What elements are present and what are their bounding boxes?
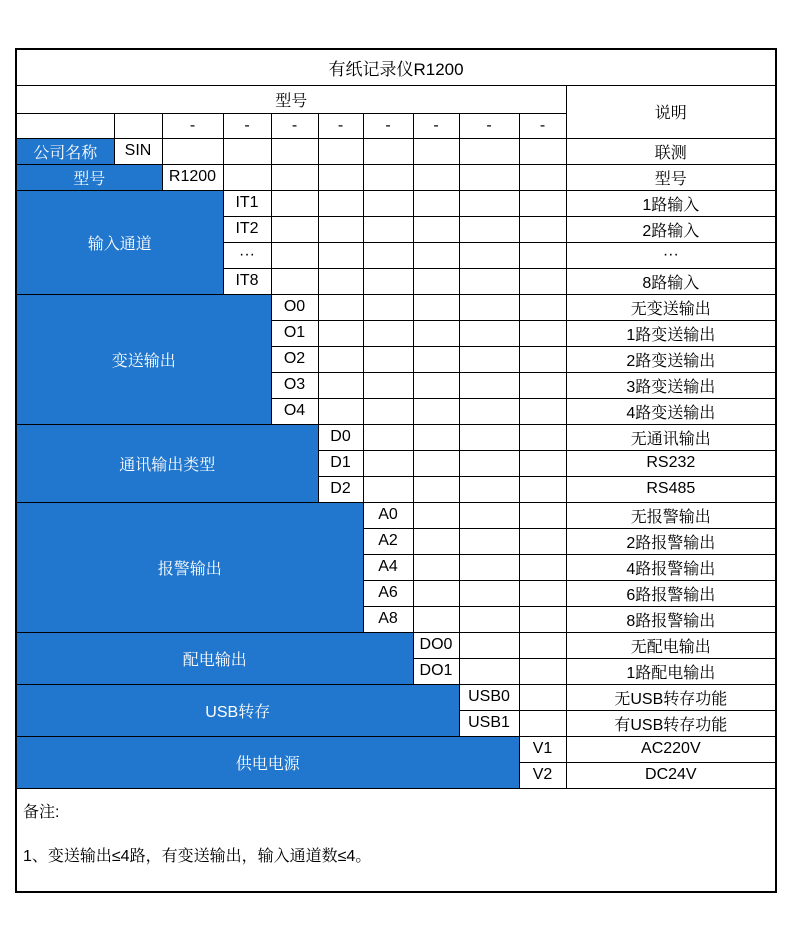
dash-cell: -: [271, 113, 318, 138]
code-cell: O0: [271, 294, 318, 320]
spec-row: [16, 294, 776, 320]
spec-row: [16, 736, 776, 762]
dash-cell: -: [162, 113, 223, 138]
empty-cell: [114, 113, 162, 138]
empty-cell: [271, 190, 318, 216]
dash-cell: -: [363, 113, 413, 138]
description-cell: 8路报警输出: [566, 606, 776, 632]
empty-cell: [459, 554, 519, 580]
code-cell: DO1: [413, 658, 459, 684]
description-cell: RS485: [566, 476, 776, 502]
empty-cell: [413, 138, 459, 164]
category-cell: 报警输出: [16, 502, 363, 632]
empty-cell: [459, 294, 519, 320]
empty-cell: [363, 268, 413, 294]
empty-cell: [459, 658, 519, 684]
code-cell: O2: [271, 346, 318, 372]
empty-cell: [363, 424, 413, 450]
empty-cell: [162, 138, 223, 164]
empty-cell: [413, 450, 459, 476]
empty-cell: [363, 138, 413, 164]
empty-cell: [519, 398, 566, 424]
code-cell: D0: [318, 424, 363, 450]
empty-cell: [413, 554, 459, 580]
description-cell: 4路变送输出: [566, 398, 776, 424]
category-cell: 配电输出: [16, 632, 413, 684]
dash-cell: -: [413, 113, 459, 138]
description-cell: AC220V: [566, 736, 776, 762]
empty-cell: [519, 658, 566, 684]
empty-cell: [413, 294, 459, 320]
empty-cell: [519, 372, 566, 398]
empty-cell: [459, 632, 519, 658]
category-cell: USB转存: [16, 684, 459, 736]
empty-cell: [223, 138, 271, 164]
notes-row: [16, 788, 776, 892]
code-cell: IT8: [223, 268, 271, 294]
empty-cell: [318, 294, 363, 320]
empty-cell: [459, 606, 519, 632]
spec-sections: [16, 138, 776, 788]
empty-cell: [459, 528, 519, 554]
code-cell: IT1: [223, 190, 271, 216]
code-cell: V2: [519, 762, 566, 788]
code-cell: DO0: [413, 632, 459, 658]
empty-cell: [413, 190, 459, 216]
empty-cell: [413, 320, 459, 346]
empty-cell: [459, 268, 519, 294]
spec-row: [16, 632, 776, 658]
empty-cell: [363, 190, 413, 216]
category-cell: 供电电源: [16, 736, 519, 788]
empty-cell: [271, 242, 318, 268]
empty-cell: [363, 372, 413, 398]
empty-cell: [459, 138, 519, 164]
description-cell: 1路变送输出: [566, 320, 776, 346]
description-cell: 6路报警输出: [566, 580, 776, 606]
empty-cell: [519, 294, 566, 320]
empty-cell: [459, 216, 519, 242]
model-header-row: [16, 85, 776, 113]
empty-cell: [459, 346, 519, 372]
code-cell: A2: [363, 528, 413, 554]
empty-cell: [519, 554, 566, 580]
empty-cell: [519, 268, 566, 294]
empty-cell: [459, 372, 519, 398]
empty-cell: [519, 190, 566, 216]
empty-cell: [413, 606, 459, 632]
empty-cell: [318, 164, 363, 190]
spec-row: [16, 138, 776, 164]
code-cell: V1: [519, 736, 566, 762]
model-header: 型号: [16, 85, 566, 113]
empty-cell: [519, 528, 566, 554]
model-selection-table: [15, 48, 777, 893]
category-cell: 输入通道: [16, 190, 223, 294]
spec-row: [16, 190, 776, 216]
empty-cell: [413, 502, 459, 528]
empty-cell: [363, 216, 413, 242]
dash-cell: -: [519, 113, 566, 138]
empty-cell: [318, 346, 363, 372]
empty-cell: [459, 580, 519, 606]
description-cell: 3路变送输出: [566, 372, 776, 398]
empty-cell: [363, 398, 413, 424]
notes-line: 1、变送输出≤4路，有变送输出，输入通道数≤4。: [23, 847, 372, 865]
description-cell: 无通讯输出: [566, 424, 776, 450]
empty-cell: [519, 424, 566, 450]
empty-cell: [459, 164, 519, 190]
description-cell: 联测: [566, 138, 776, 164]
empty-cell: [519, 710, 566, 736]
empty-cell: [363, 476, 413, 502]
code-cell: A4: [363, 554, 413, 580]
empty-cell: [519, 164, 566, 190]
description-cell: 4路报警输出: [566, 554, 776, 580]
description-cell: 8路输入: [566, 268, 776, 294]
empty-cell: [459, 320, 519, 346]
empty-cell: [413, 216, 459, 242]
empty-cell: [519, 476, 566, 502]
description-cell: 型号: [566, 164, 776, 190]
page-title: 有纸记录仪R1200: [16, 49, 776, 85]
code-cell: IT2: [223, 216, 271, 242]
category-cell: 通讯输出类型: [16, 424, 318, 502]
empty-cell: [459, 190, 519, 216]
empty-cell: [459, 242, 519, 268]
empty-cell: [271, 268, 318, 294]
code-cell: R1200: [162, 164, 223, 190]
empty-cell: [413, 164, 459, 190]
empty-cell: [459, 424, 519, 450]
empty-cell: [363, 164, 413, 190]
empty-cell: [413, 372, 459, 398]
empty-cell: [413, 580, 459, 606]
spec-row: [16, 502, 776, 528]
empty-cell: [413, 346, 459, 372]
spec-row: [16, 424, 776, 450]
description-cell: RS232: [566, 450, 776, 476]
description-cell: 有USB转存功能: [566, 710, 776, 736]
description-cell: 无配电输出: [566, 632, 776, 658]
empty-cell: [318, 372, 363, 398]
empty-cell: [459, 450, 519, 476]
empty-cell: [519, 138, 566, 164]
empty-cell: [519, 242, 566, 268]
category-cell: 变送输出: [16, 294, 271, 424]
dash-cell: -: [459, 113, 519, 138]
code-cell: A0: [363, 502, 413, 528]
empty-cell: [413, 268, 459, 294]
empty-cell: [271, 216, 318, 242]
empty-cell: [413, 398, 459, 424]
code-cell: D1: [318, 450, 363, 476]
code-cell: SIN: [114, 138, 162, 164]
empty-cell: [519, 684, 566, 710]
notes: [16, 788, 776, 892]
empty-cell: [318, 398, 363, 424]
empty-cell: [413, 476, 459, 502]
empty-cell: [363, 242, 413, 268]
table-footer-rows: [16, 788, 776, 892]
empty-cell: [519, 216, 566, 242]
code-cell: A8: [363, 606, 413, 632]
dash-cell: -: [223, 113, 271, 138]
empty-cell: [519, 580, 566, 606]
empty-cell: [271, 138, 318, 164]
empty-cell: [363, 450, 413, 476]
code-cell: A6: [363, 580, 413, 606]
empty-cell: [459, 476, 519, 502]
description-cell: ···: [566, 242, 776, 268]
empty-cell: [223, 164, 271, 190]
notes-heading: 备注:: [23, 803, 60, 821]
empty-cell: [271, 164, 318, 190]
code-cell: ···: [223, 242, 271, 268]
empty-cell: [318, 320, 363, 346]
spec-row: [16, 684, 776, 710]
empty-cell: [318, 138, 363, 164]
empty-cell: [318, 216, 363, 242]
description-cell: 2路报警输出: [566, 528, 776, 554]
code-cell: USB1: [459, 710, 519, 736]
empty-cell: [318, 268, 363, 294]
empty-cell: [519, 502, 566, 528]
code-cell: O4: [271, 398, 318, 424]
description-cell: 无报警输出: [566, 502, 776, 528]
code-cell: O3: [271, 372, 318, 398]
empty-cell: [363, 320, 413, 346]
empty-cell: [459, 398, 519, 424]
description-cell: 2路变送输出: [566, 346, 776, 372]
category-cell: 型号: [16, 164, 162, 190]
empty-cell: [519, 450, 566, 476]
empty-cell: [363, 294, 413, 320]
empty-cell: [413, 424, 459, 450]
empty-cell: [16, 113, 114, 138]
empty-cell: [413, 242, 459, 268]
description-cell: 无变送输出: [566, 294, 776, 320]
empty-cell: [318, 242, 363, 268]
code-cell: D2: [318, 476, 363, 502]
empty-cell: [519, 606, 566, 632]
empty-cell: [318, 190, 363, 216]
category-cell: 公司名称: [16, 138, 114, 164]
description-cell: 1路配电输出: [566, 658, 776, 684]
description-cell: 无USB转存功能: [566, 684, 776, 710]
code-cell: USB0: [459, 684, 519, 710]
description-cell: 1路输入: [566, 190, 776, 216]
description-cell: DC24V: [566, 762, 776, 788]
empty-cell: [363, 346, 413, 372]
empty-cell: [519, 346, 566, 372]
dash-cell: -: [318, 113, 363, 138]
empty-cell: [519, 632, 566, 658]
empty-cell: [413, 528, 459, 554]
title-row: [16, 49, 776, 85]
table-header-rows: [16, 49, 776, 138]
description-header: 说明: [566, 85, 776, 138]
description-cell: 2路输入: [566, 216, 776, 242]
spec-row: [16, 164, 776, 190]
empty-cell: [519, 320, 566, 346]
code-cell: O1: [271, 320, 318, 346]
empty-cell: [459, 502, 519, 528]
